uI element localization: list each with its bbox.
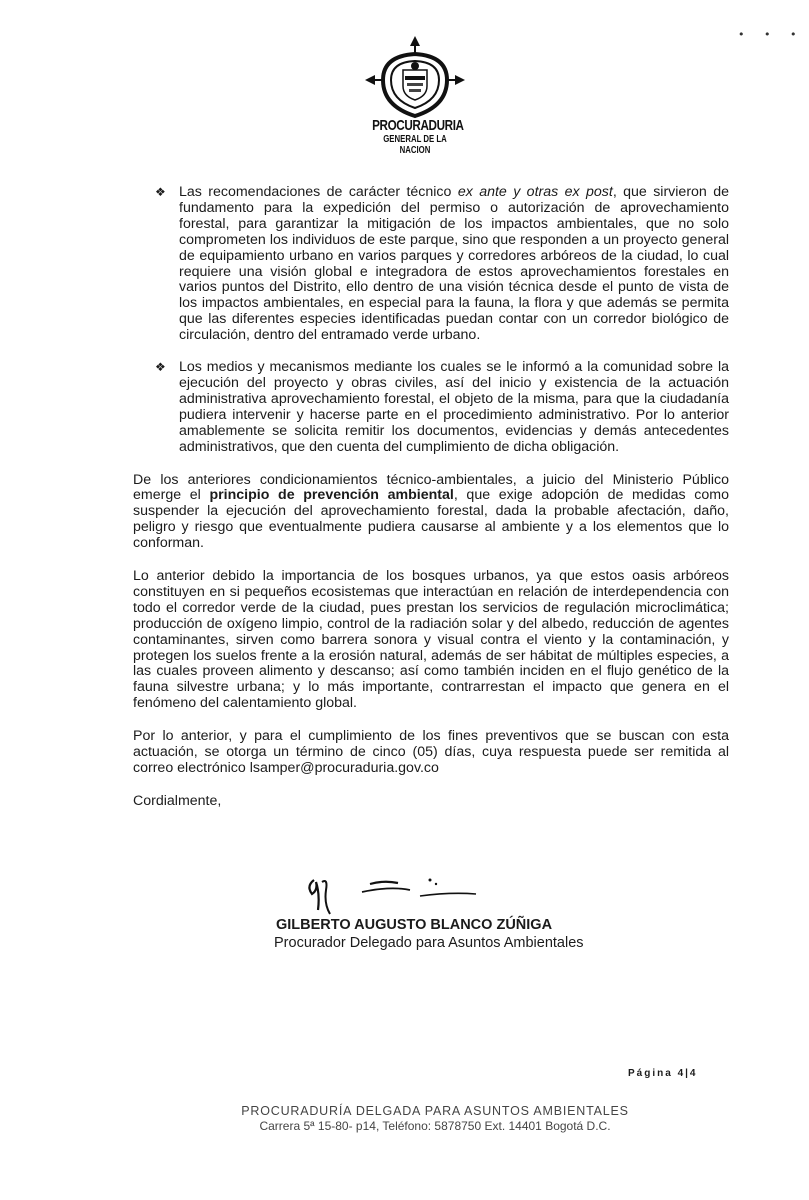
coat-of-arms-icon [363,36,467,120]
signer-name: GILBERTO AUGUSTO BLANCO ZÚÑIGA [276,917,553,933]
bullet-technical-recommendations [133,185,729,344]
bullet2-text: Los medios y mecanismos mediante los cuales se le informó a la comunidad sobre la ejecución del proyecto y obras civiles, así del inicio y existencia de la actuación administrativa aprovechamiento forestal, el objeto de la misma, para que la ciudadanía pudiera intervenir y hacerse parte en el procedimiento administrativo. Por lo anterior amablemente se solicita remitir los documentos, evidencias y demás antecedentes administrativos, que den cuenta del cumplimiento de dicha obligación. [179,359,729,455]
page-number: Página 4|4 [628,1068,698,1079]
para1-text-start: De los anteriores condicionamientos técnico-ambientales, a juicio del Ministerio Público emerge el [133,471,729,504]
para1-bold-term: principio de prevención ambiental [209,487,454,504]
handwritten-signature [300,870,480,920]
para1-text-end: , que exige adopción de medidas como suspender la ejecución del aprovechamiento forestal, dada la probable afectación, daño, peligro y riesgo que eventualmente pudiera causarse al ambiente y a los elementos que lo conforman. [133,487,730,552]
bullet1-italic-term: ex ante y otras ex post [457,184,613,200]
closing-salutation: Cordialmente, [133,792,222,809]
footer-address: Carrera 5ª 15-80- p14, Teléfono: 5878750 Ext. 14401 Bogotá D.C. [259,1119,611,1133]
document-body [133,185,729,810]
bullet-community-information [133,360,729,455]
paragraph-prevention-principle [133,473,729,553]
scan-marks: • • • [738,28,805,41]
procuraduria-logo [360,36,470,156]
footer [200,1104,670,1133]
bullet1-text-start: Las recomendaciones de carácter técnico [179,184,458,200]
logo-subtitle: GENERAL DE LA NACION [383,134,447,156]
logo-title: PROCURADURIA [372,117,464,134]
footer-office: PROCURADURÍA DELGADA PARA ASUNTOS AMBIENTALES [241,1104,629,1118]
bullet-diamond-icon: ❖ [155,185,166,199]
bullet-diamond-icon: ❖ [155,360,166,375]
paragraph-urban-forests: Lo anterior debido la importancia de los bosques urbanos, ya que estos oasis arbóreos constituyen en si pequeños ecosistemas que interactúan en relación de interdependencia con todo el corredor verde de la ciudad, pues prestan los servicios de regulación microclimática; producción de oxígeno limpio, control de la radiación solar y del albedo, reducción de agentes contaminantes, sirven como barrera sonora y visual contra el viento y la contaminación, y protegen los suelos frente a la erosión natural, además de ser hábitat de múltiples especies, a las cuales proveen alimento y descanso; así como también inciden en el flujo genético de la fauna silvestre urbana; y lo más importante, contrarrestan el impacto que genera en el fenómeno del calentamiento global. [133,568,729,712]
paragraph-response-term: Por lo anterior, y para el cumplimiento de los fines preventivos que se buscan con esta actuación, se otorga un término de cinco (05) días, cuya respuesta puede ser remitida al correo electrónico lsamper@procuraduria.gov.co [133,728,729,776]
bullet1-text-end: , que sirvieron de fundamento para la expedición del permiso o autorización de aprovechamiento forestal, para garantizar la mitigación de los impactos ambientales, que no solo comprometen los individuos de este parque, sino que responden a un proyecto general de equipamiento urbano en varios parques y corredores arbóreos de la ciudad, lo cual requiere una visión global e integradora de estos aprovechamientos forestales en varios puntos del Distrito, ello dentro de una visión técnica desde el punto de vista de los impactos ambientales, en especial para la fauna, la flora y que además se permita que las diferentes especies identificadas puedan contar con un corredor biológico de circulación, dentro del entramado verde urbano. [179,184,729,344]
signer-title: Procurador Delegado para Asuntos Ambientales [274,935,584,951]
